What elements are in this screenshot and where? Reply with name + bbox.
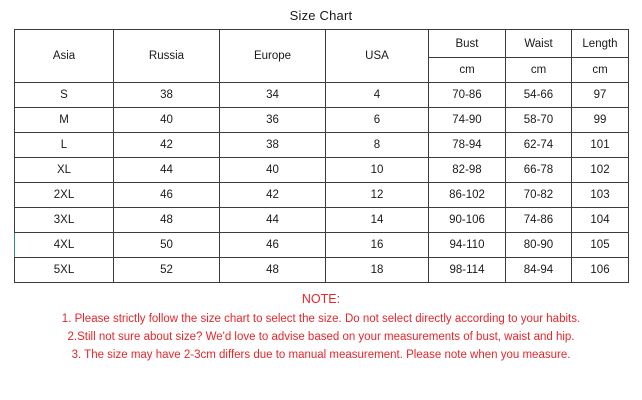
column-header-length: Length: [572, 30, 629, 58]
cell-bust: 90-106: [429, 208, 506, 233]
cell-waist: 54-66: [506, 83, 572, 108]
cell-bust: 98-114: [429, 258, 506, 283]
cell-bust: 70-86: [429, 83, 506, 108]
table-row: [15, 183, 629, 208]
cell-europe: 40: [220, 158, 326, 183]
cell-europe: 48: [220, 258, 326, 283]
cell-russia: 38: [114, 83, 220, 108]
cell-usa: 4: [326, 83, 429, 108]
table-row: [15, 208, 629, 233]
column-header-usa: USA: [326, 30, 429, 83]
cell-usa: 16: [326, 233, 429, 258]
column-header-asia: Asia: [15, 30, 114, 83]
table-body: [15, 30, 629, 283]
cell-waist: 70-82: [506, 183, 572, 208]
table-row: [15, 258, 629, 283]
unit-length: cm: [572, 58, 629, 83]
cell-size: S: [15, 83, 114, 108]
cell-length: 99: [572, 108, 629, 133]
table-row: [15, 83, 629, 108]
cell-size: 2XL: [15, 183, 114, 208]
note-title: NOTE:: [301, 292, 341, 306]
cell-bust: 74-90: [429, 108, 506, 133]
cell-usa: 8: [326, 133, 429, 158]
cell-russia: 42: [114, 133, 220, 158]
unit-waist: cm: [506, 58, 572, 83]
cell-russia: 48: [114, 208, 220, 233]
cell-size: M: [15, 108, 114, 133]
cell-size: XL: [15, 158, 114, 183]
note-block: [14, 292, 628, 364]
cell-waist: 66-78: [506, 158, 572, 183]
page-title: Size Chart: [289, 8, 353, 23]
cell-bust: 86-102: [429, 183, 506, 208]
table-header-row: [15, 30, 629, 58]
cell-russia: 40: [114, 108, 220, 133]
note-line-1: 1. Please strictly follow the size chart to select the size. Do not select directly according to your habits.: [61, 313, 581, 325]
cell-usa: 10: [326, 158, 429, 183]
cell-waist: 58-70: [506, 108, 572, 133]
cell-usa: 14: [326, 208, 429, 233]
cell-europe: 38: [220, 133, 326, 158]
table-row: [15, 158, 629, 183]
cell-waist: 62-74: [506, 133, 572, 158]
table-row: [15, 108, 629, 133]
table-row: [15, 233, 629, 258]
cell-waist: 84-94: [506, 258, 572, 283]
column-header-waist: Waist: [506, 30, 572, 58]
cell-usa: 12: [326, 183, 429, 208]
cell-russia: 44: [114, 158, 220, 183]
cell-usa: 6: [326, 108, 429, 133]
cell-length: 102: [572, 158, 629, 183]
cell-length: 104: [572, 208, 629, 233]
cell-size: 4XL: [15, 233, 114, 258]
unit-bust: cm: [429, 58, 506, 83]
cell-length: 106: [572, 258, 629, 283]
cell-usa: 18: [326, 258, 429, 283]
cell-length: 101: [572, 133, 629, 158]
cell-bust: 94-110: [429, 233, 506, 258]
cell-waist: 74-86: [506, 208, 572, 233]
cell-europe: 46: [220, 233, 326, 258]
column-header-bust: Bust: [429, 30, 506, 58]
cell-europe: 44: [220, 208, 326, 233]
cell-europe: 34: [220, 83, 326, 108]
cell-waist: 80-90: [506, 233, 572, 258]
cell-europe: 36: [220, 108, 326, 133]
cell-bust: 78-94: [429, 133, 506, 158]
table-row: [15, 133, 629, 158]
cell-europe: 42: [220, 183, 326, 208]
cell-bust: 82-98: [429, 158, 506, 183]
cell-russia: 52: [114, 258, 220, 283]
cell-size: 3XL: [15, 208, 114, 233]
cell-russia: 50: [114, 233, 220, 258]
cell-russia: 46: [114, 183, 220, 208]
cell-size: L: [15, 133, 114, 158]
column-header-russia: Russia: [114, 30, 220, 83]
note-line-2: 2.Still not sure about size? We'd love to advise based on your measurements of bust, waist and hip.: [67, 331, 575, 343]
cell-length: 105: [572, 233, 629, 258]
note-line-3: 3. The size may have 2-3cm differs due to manual measurement. Please note when you measure.: [71, 349, 571, 361]
cell-length: 103: [572, 183, 629, 208]
cell-length: 97: [572, 83, 629, 108]
size-chart-table: [14, 29, 629, 283]
column-header-europe: Europe: [220, 30, 326, 83]
cell-size: 5XL: [15, 258, 114, 283]
